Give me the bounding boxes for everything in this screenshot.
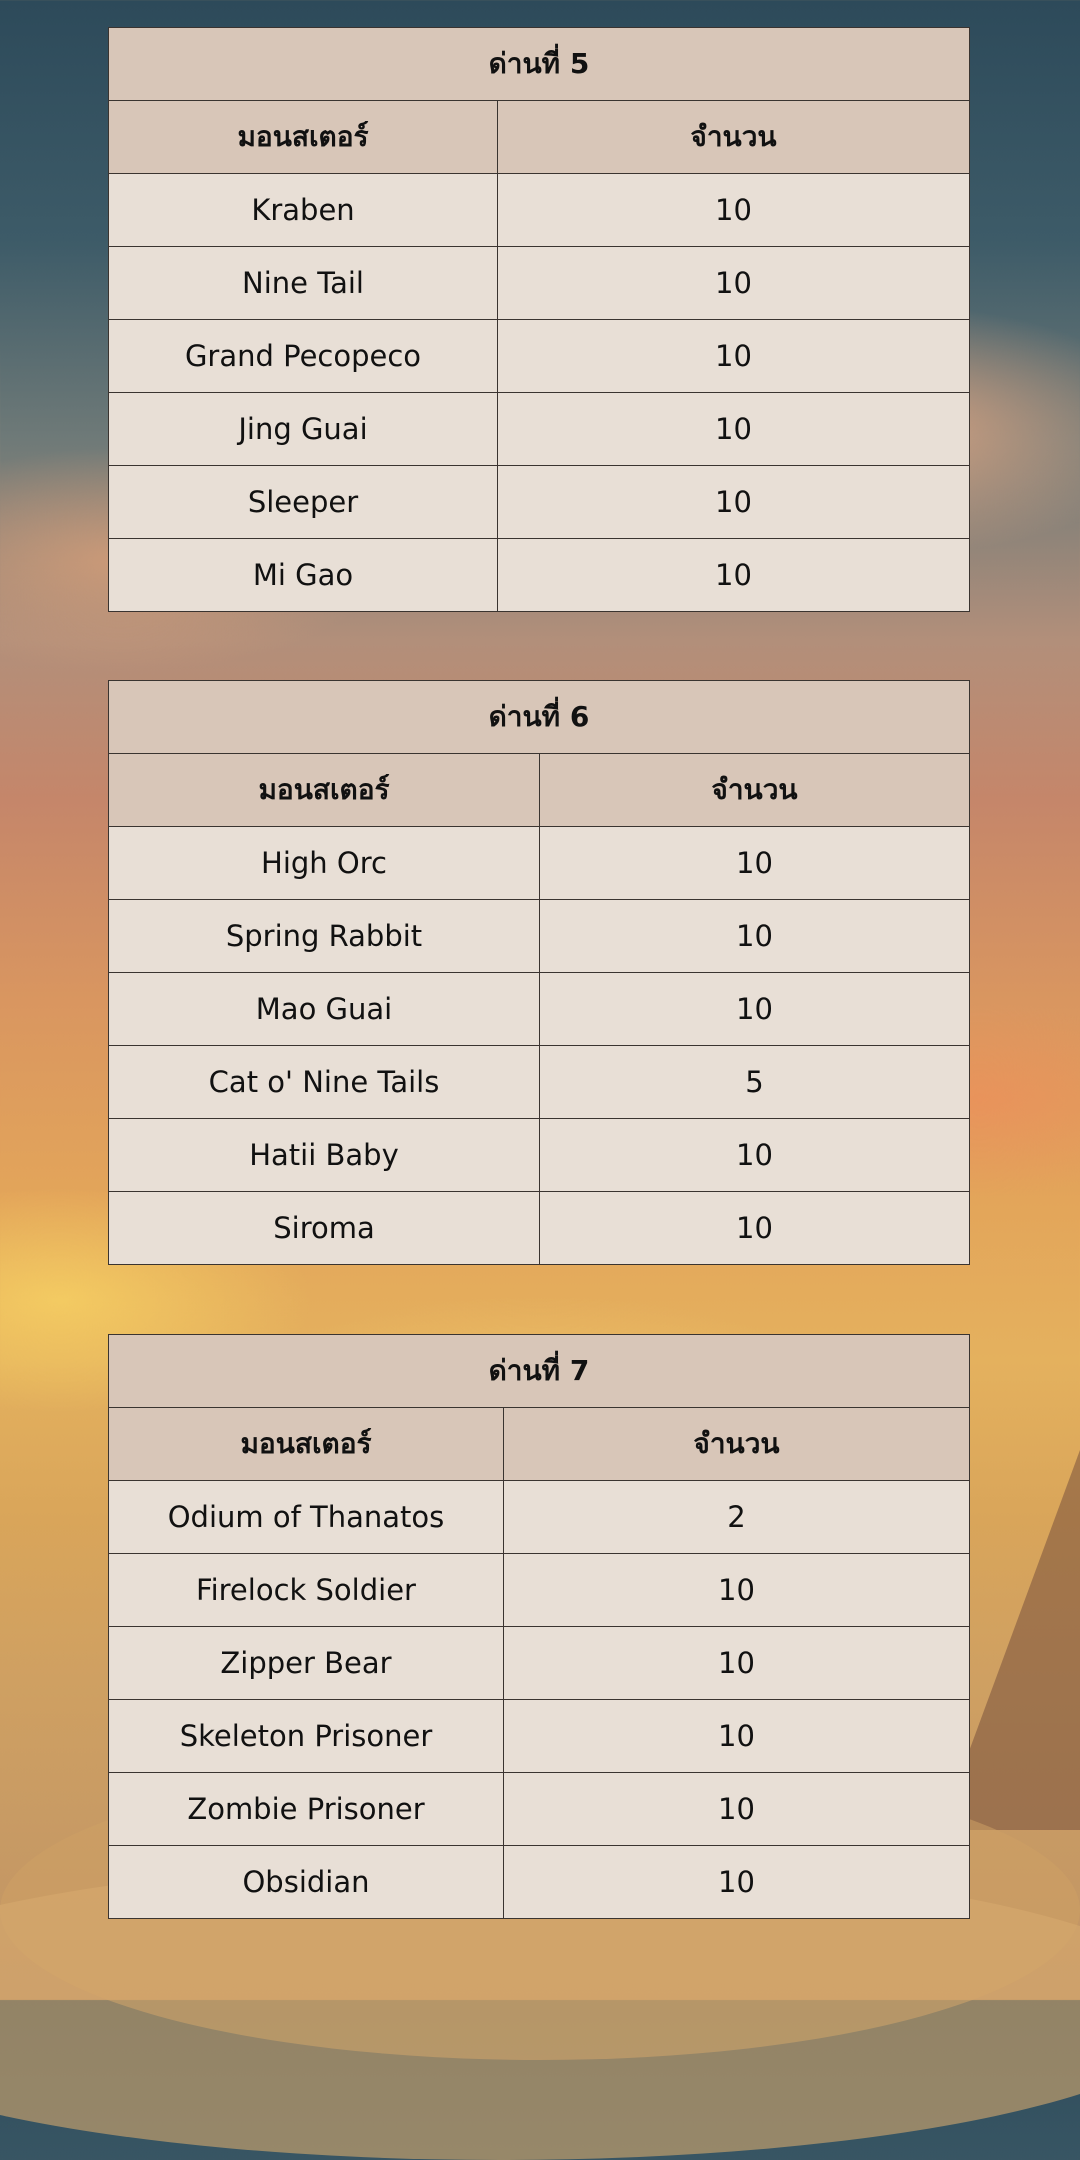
table-row bbox=[109, 900, 970, 973]
table-row bbox=[109, 1773, 970, 1846]
column-header-count: จำนวน bbox=[504, 1408, 970, 1481]
monster-count: 10 bbox=[504, 1846, 970, 1919]
monster-name: Skeleton Prisoner bbox=[109, 1700, 504, 1773]
stage-5-table bbox=[108, 27, 970, 612]
table-row bbox=[109, 247, 970, 320]
monster-name: Cat o' Nine Tails bbox=[109, 1046, 540, 1119]
table-row bbox=[109, 539, 970, 612]
monster-count: 10 bbox=[498, 466, 970, 539]
table-row bbox=[109, 174, 970, 247]
table-row bbox=[109, 1846, 970, 1919]
table-row bbox=[109, 393, 970, 466]
table-row bbox=[109, 1700, 970, 1773]
monster-count: 10 bbox=[498, 174, 970, 247]
monster-count: 10 bbox=[540, 973, 970, 1046]
table-row bbox=[109, 466, 970, 539]
monster-name: Mi Gao bbox=[109, 539, 498, 612]
monster-name: Jing Guai bbox=[109, 393, 498, 466]
column-header-monster: มอนสเตอร์ bbox=[109, 754, 540, 827]
monster-count: 10 bbox=[504, 1627, 970, 1700]
monster-name: Firelock Soldier bbox=[109, 1554, 504, 1627]
monster-name: Siroma bbox=[109, 1192, 540, 1265]
column-header-monster: มอนสเตอร์ bbox=[109, 101, 498, 174]
monster-name: Nine Tail bbox=[109, 247, 498, 320]
monster-count: 10 bbox=[498, 247, 970, 320]
monster-name: Sleeper bbox=[109, 466, 498, 539]
table-row bbox=[109, 1627, 970, 1700]
monster-name: Odium of Thanatos bbox=[109, 1481, 504, 1554]
monster-name: Hatii Baby bbox=[109, 1119, 540, 1192]
column-header-count: จำนวน bbox=[540, 754, 970, 827]
table-row bbox=[109, 827, 970, 900]
column-header-monster: มอนสเตอร์ bbox=[109, 1408, 504, 1481]
monster-name: Zipper Bear bbox=[109, 1627, 504, 1700]
monster-count: 10 bbox=[504, 1773, 970, 1846]
monster-name: Zombie Prisoner bbox=[109, 1773, 504, 1846]
stage-title: ด่านที่ 7 bbox=[109, 1335, 970, 1408]
monster-count: 2 bbox=[504, 1481, 970, 1554]
monster-name: High Orc bbox=[109, 827, 540, 900]
column-header-count: จำนวน bbox=[498, 101, 970, 174]
monster-name: Grand Pecopeco bbox=[109, 320, 498, 393]
table-row bbox=[109, 1192, 970, 1265]
stage-6-table bbox=[108, 680, 970, 1265]
monster-count: 10 bbox=[498, 393, 970, 466]
table-row bbox=[109, 1554, 970, 1627]
monster-count: 10 bbox=[540, 827, 970, 900]
monster-name: Spring Rabbit bbox=[109, 900, 540, 973]
monster-name: Mao Guai bbox=[109, 973, 540, 1046]
monster-name: Obsidian bbox=[109, 1846, 504, 1919]
table-row bbox=[109, 1046, 970, 1119]
table-row bbox=[109, 973, 970, 1046]
monster-count: 10 bbox=[540, 900, 970, 973]
monster-count: 10 bbox=[504, 1554, 970, 1627]
table-row bbox=[109, 1481, 970, 1554]
monster-count: 5 bbox=[540, 1046, 970, 1119]
monster-count: 10 bbox=[540, 1192, 970, 1265]
stage-title: ด่านที่ 5 bbox=[109, 28, 970, 101]
table-row bbox=[109, 1119, 970, 1192]
monster-count: 10 bbox=[504, 1700, 970, 1773]
monster-count: 10 bbox=[498, 320, 970, 393]
table-row bbox=[109, 320, 970, 393]
monster-count: 10 bbox=[498, 539, 970, 612]
monster-name: Kraben bbox=[109, 174, 498, 247]
stage-7-table bbox=[108, 1334, 970, 1919]
stage-title: ด่านที่ 6 bbox=[109, 681, 970, 754]
monster-count: 10 bbox=[540, 1119, 970, 1192]
